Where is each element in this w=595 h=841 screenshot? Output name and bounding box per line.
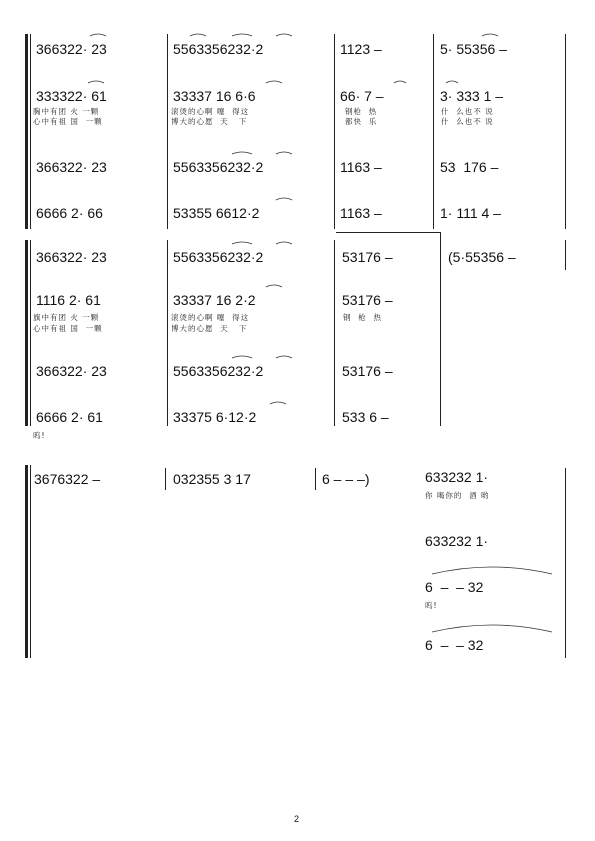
- note-cell: 33337 16 2·2: [173, 292, 256, 308]
- lyric-line: 什 么也不 说: [441, 107, 494, 116]
- lyric-line: 什 么也不 说: [441, 117, 494, 126]
- note-cell: 5563356232·2: [173, 159, 264, 175]
- note-cell: 366322· 23: [36, 249, 107, 265]
- note-cell: 53176 –: [342, 292, 393, 308]
- ending-notes: 6 – – 32: [425, 579, 484, 595]
- lyric-line: 心中有祖 国 一颗: [33, 117, 103, 126]
- ending-notes: 633232 1·: [425, 469, 489, 485]
- note-cell: 1163 –: [340, 159, 382, 175]
- lyric-line: 钢 枪 热: [343, 313, 383, 322]
- lyric-line: 旗中有团 火 一颗: [33, 313, 100, 322]
- note-cell: 5563356232·2: [173, 363, 264, 379]
- note-cell: 33337 16 6·6: [173, 88, 256, 104]
- note-cell: 366322· 23: [36, 363, 107, 379]
- intro-cell: 032355 3 17: [173, 471, 251, 487]
- lyric-line: 滚烫的心啊 噻 得这: [171, 107, 250, 116]
- note-cell: 1163 –: [340, 205, 382, 221]
- ending-notes: 633232 1·: [425, 533, 489, 549]
- note-cell: 5· 55356 –: [440, 41, 507, 57]
- note-cell: 366322· 23: [36, 159, 107, 175]
- note-cell: 5563356232·2: [173, 41, 264, 57]
- note-cell: 1· 111 4 –: [440, 205, 501, 221]
- note-cell: 66· 7 –: [340, 88, 384, 104]
- note-cell: (5·55356 –: [448, 249, 516, 265]
- intro-cell: 3676322 –: [34, 471, 101, 487]
- lyric-line: 滚烫的心啊 噻 得这: [171, 313, 250, 322]
- lyric-line: 呜!: [33, 431, 46, 440]
- note-cell: 1123 –: [340, 41, 382, 57]
- lyric-line: 钢枪 热: [345, 107, 378, 116]
- ending-notes: 6 – – 32: [425, 637, 484, 653]
- note-cell: 3· 333 1 –: [440, 88, 504, 104]
- note-cell: 6666 2· 66: [36, 205, 103, 221]
- note-cell: 6666 2· 61: [36, 409, 103, 425]
- lyric-line: 博大的心愿 天 下: [171, 324, 248, 333]
- ending-lyric: 呜!: [425, 601, 438, 610]
- ending-lyric: 你 喝你的 酒 哟: [425, 491, 490, 500]
- lyric-line: 博大的心愿 天 下: [171, 117, 248, 126]
- note-cell: 533 6 –: [342, 409, 389, 425]
- note-cell: 366322· 23: [36, 41, 107, 57]
- intro-cell: 6 – – –): [322, 471, 370, 487]
- lyric-line: 胸中有团 火 一颗: [33, 107, 100, 116]
- note-cell: 5563356232·2: [173, 249, 264, 265]
- note-cell: 53176 –: [342, 363, 393, 379]
- note-cell: 53176 –: [342, 249, 393, 265]
- note-cell: 53 176 –: [440, 159, 499, 175]
- note-cell: 33375 6·12·2: [173, 409, 257, 425]
- note-cell: 53355 6612·2: [173, 205, 260, 221]
- lyric-line: 都快 乐: [345, 117, 378, 126]
- note-cell: 1116 2· 61: [36, 292, 101, 308]
- note-cell: 333322· 61: [36, 88, 107, 104]
- page-number: 2: [294, 814, 300, 824]
- lyric-line: 心中有祖 国 一颗: [33, 324, 103, 333]
